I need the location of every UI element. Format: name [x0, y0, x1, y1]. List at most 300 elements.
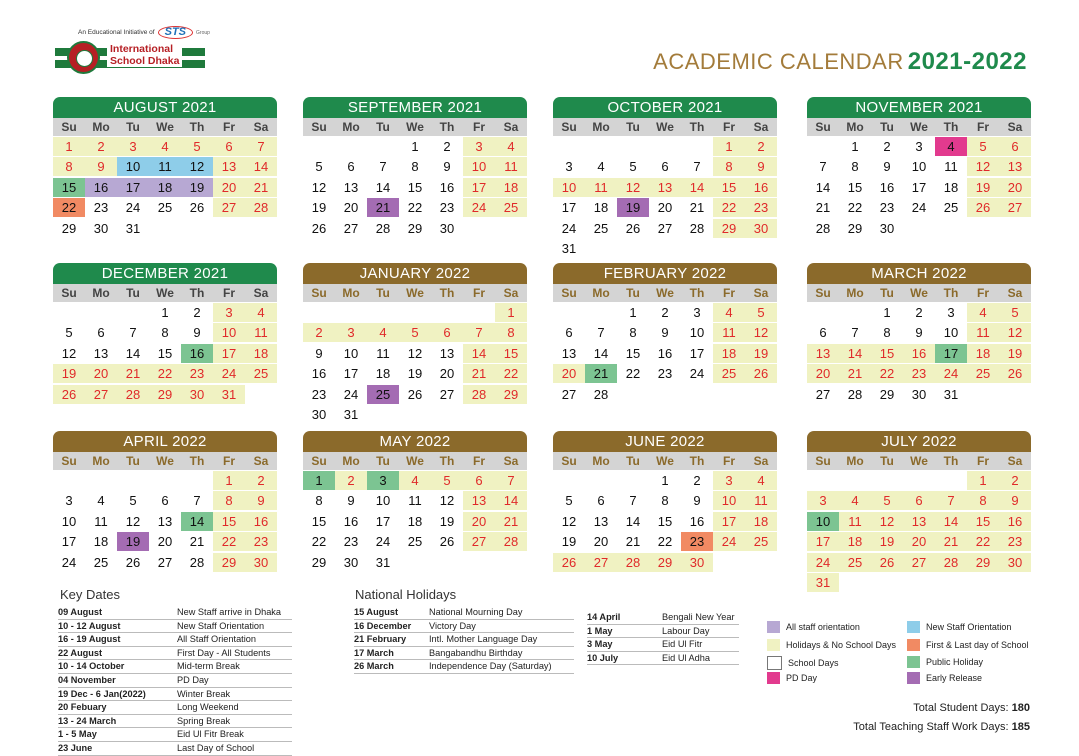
day-cell: 23 [657, 366, 673, 381]
day-cell: 27 [657, 220, 673, 236]
day-cell: 1 [495, 303, 527, 322]
day-cell: 5 [399, 323, 431, 342]
day-grid [807, 470, 1031, 593]
weekday-label: Sa [753, 286, 769, 300]
day-cell: 24 [61, 554, 77, 570]
legend-item [767, 656, 839, 670]
day-cell: 16 [903, 344, 935, 363]
day-cell: 23 [245, 532, 277, 551]
day-cell: 19 [53, 364, 85, 383]
day-cell: 8 [713, 157, 745, 176]
day-cell: 14 [625, 513, 641, 529]
day-cell: 4 [367, 323, 399, 342]
date-description: PD Day [177, 674, 209, 685]
day-cell: 21 [367, 198, 399, 217]
weekday-header [553, 284, 777, 302]
day-cell: 15 [967, 512, 999, 531]
day-cell: 24 [561, 220, 577, 236]
day-cell: 22 [871, 364, 903, 383]
weekday-header [53, 284, 277, 302]
day-cell: 17 [213, 344, 245, 363]
weekday-label: Sa [1007, 454, 1023, 468]
date-label: 04 November [58, 674, 116, 685]
legend-swatch [907, 672, 920, 684]
day-cell: 18 [93, 534, 109, 549]
day-cell: 7 [379, 159, 387, 174]
weekday-label: We [406, 286, 424, 300]
day-cell: 2 [303, 323, 335, 342]
day-cell: 29 [149, 385, 181, 404]
date-label: 14 April [587, 612, 621, 622]
day-cell: 14 [681, 178, 713, 197]
month-title: MARCH 2022 [807, 263, 1031, 284]
weekday-label: Tu [880, 454, 894, 468]
day-cell: 13 [93, 345, 109, 361]
day-cell: 13 [807, 344, 839, 363]
day-cell: 5 [745, 303, 777, 322]
weekday-label: Su [61, 286, 77, 300]
weekday-label: Fr [723, 454, 735, 468]
day-cell: 30 [93, 220, 109, 236]
day-cell: 4 [713, 303, 745, 322]
day-cell: 11 [967, 323, 999, 342]
staff-days-value: 185 [1011, 721, 1030, 733]
day-grid [53, 470, 277, 573]
weekday-label: Sa [253, 286, 269, 300]
weekday-label: We [910, 454, 928, 468]
weekday-label: Fr [723, 286, 735, 300]
day-cell: 9 [245, 491, 277, 510]
day-cell: 17 [689, 345, 705, 361]
date-row [587, 625, 739, 639]
weekday-label: Fr [473, 120, 485, 134]
date-row [354, 647, 574, 661]
day-grid [53, 136, 277, 239]
day-cell: 6 [431, 323, 463, 342]
day-cell: 8 [967, 491, 999, 510]
weekday-label: Fr [223, 120, 235, 134]
day-cell: 9 [193, 325, 201, 340]
day-cell: 10 [343, 345, 359, 361]
day-cell: 30 [343, 554, 359, 570]
day-cell: 25 [245, 364, 277, 383]
day-grid [53, 302, 277, 405]
weekday-label: Tu [376, 120, 390, 134]
day-cell: 16 [311, 366, 327, 381]
day-cell: 3 [693, 304, 701, 320]
day-cell: 12 [407, 345, 423, 361]
weekday-label: Mo [92, 286, 110, 300]
school-name-line1: International [110, 43, 174, 55]
weekday-label: Fr [473, 454, 485, 468]
day-cell: 25 [93, 554, 109, 570]
day-cell: 12 [871, 512, 903, 531]
day-cell: 16 [657, 345, 673, 361]
day-cell: 28 [463, 385, 495, 404]
day-cell: 24 [375, 534, 391, 549]
day-cell: 9 [85, 157, 117, 176]
weekday-label: Su [311, 286, 327, 300]
day-cell: 28 [617, 553, 649, 572]
day-grid [807, 136, 1031, 239]
day-cell: 8 [851, 159, 859, 174]
weekday-label: Sa [503, 454, 519, 468]
day-cell: 21 [935, 532, 967, 551]
day-cell: 2 [193, 304, 201, 320]
day-cell: 8 [495, 323, 527, 342]
day-cell: 11 [245, 323, 277, 342]
weekday-label: We [910, 120, 928, 134]
day-cell: 29 [879, 386, 895, 402]
day-cell: 27 [999, 198, 1031, 217]
day-cell: 28 [189, 554, 205, 570]
day-cell: 3 [117, 137, 149, 156]
legend-label: Holidays & No School Days [786, 640, 897, 650]
date-label: 10 - 14 October [58, 661, 125, 672]
day-cell: 22 [311, 534, 327, 549]
day-cell: 22 [495, 364, 527, 383]
day-cell: 9 [915, 325, 923, 340]
day-cell: 15 [157, 345, 173, 361]
day-cell: 12 [61, 345, 77, 361]
day-cell: 12 [311, 179, 327, 195]
weekday-label: Mo [846, 454, 864, 468]
legend-label: First & Last day of School [926, 640, 1029, 650]
weekday-label: Su [61, 120, 77, 134]
weekday-label: Sa [753, 454, 769, 468]
day-cell: 16 [181, 344, 213, 363]
day-cell: 26 [625, 220, 641, 236]
day-cell: 1 [161, 304, 169, 320]
page-title [653, 48, 1027, 76]
month-title: DECEMBER 2021 [53, 263, 277, 284]
weekday-header [553, 118, 777, 136]
month-title: AUGUST 2021 [53, 97, 277, 118]
day-cell: 24 [713, 532, 745, 551]
day-cell: 29 [311, 554, 327, 570]
weekday-label: Th [689, 120, 705, 134]
day-cell: 19 [745, 344, 777, 363]
national-holidays-list-1 [354, 606, 574, 674]
weekday-header [807, 284, 1031, 302]
weekday-label: We [406, 454, 424, 468]
weekday-header [303, 118, 527, 136]
day-cell: 20 [999, 178, 1031, 197]
day-cell: 24 [213, 364, 245, 383]
weekday-label: Th [439, 286, 455, 300]
day-cell: 6 [999, 137, 1031, 156]
day-cell: 19 [561, 534, 577, 549]
weekday-label: Su [815, 120, 831, 134]
weekday-label: Tu [626, 120, 640, 134]
weekday-header [53, 452, 277, 470]
date-row [354, 633, 574, 647]
date-row [354, 606, 574, 620]
day-cell: 21 [689, 200, 705, 215]
day-cell: 11 [149, 157, 181, 176]
day-cell: 13 [903, 512, 935, 531]
day-cell: 31 [807, 573, 839, 592]
day-cell: 22 [657, 534, 673, 549]
day-cell: 27 [561, 386, 577, 402]
weekday-label: Su [61, 454, 77, 468]
date-label: 13 - 24 March [58, 715, 117, 726]
day-cell: 28 [847, 386, 863, 402]
day-cell: 15 [847, 179, 863, 195]
day-cell: 13 [213, 157, 245, 176]
date-row [354, 620, 574, 634]
day-cell: 7 [129, 325, 137, 340]
day-cell: 2 [693, 472, 701, 488]
day-cell: 13 [463, 491, 495, 510]
day-cell: 9 [693, 493, 701, 508]
weekday-label: Su [561, 454, 577, 468]
month-block [807, 431, 1031, 593]
weekday-label: Sa [503, 120, 519, 134]
day-cell: 23 [93, 200, 109, 215]
date-description: Eid Ul Fitr Break [177, 729, 244, 740]
day-cell: 1 [883, 304, 891, 320]
day-cell: 30 [999, 553, 1031, 572]
weekday-label: Mo [342, 286, 360, 300]
day-cell: 27 [585, 553, 617, 572]
day-cell: 14 [463, 344, 495, 363]
month-title: JUNE 2022 [553, 431, 777, 452]
day-cell: 25 [367, 385, 399, 404]
weekday-label: Sa [253, 120, 269, 134]
day-cell: 6 [597, 493, 605, 508]
month-title: JULY 2022 [807, 431, 1031, 452]
day-cell: 30 [245, 553, 277, 572]
day-cell: 4 [839, 491, 871, 510]
day-cell: 31 [375, 554, 391, 570]
day-cell: 19 [117, 532, 149, 551]
day-cell: 17 [343, 366, 359, 381]
day-cell: 5 [65, 325, 73, 340]
weekday-label: Sa [753, 120, 769, 134]
day-cell: 25 [745, 532, 777, 551]
day-cell: 11 [495, 157, 527, 176]
day-cell: 18 [745, 512, 777, 531]
day-cell: 7 [463, 323, 495, 342]
date-row [58, 620, 292, 634]
day-cell: 26 [967, 198, 999, 217]
key-dates-title: Key Dates [60, 587, 120, 602]
day-cell: 2 [999, 471, 1031, 490]
weekday-label: Fr [977, 454, 989, 468]
weekday-label: Su [815, 286, 831, 300]
day-cell: 1 [213, 471, 245, 490]
day-cell: 11 [713, 323, 745, 342]
day-grid [553, 302, 777, 405]
month-block [807, 263, 1031, 405]
day-cell: 31 [343, 407, 359, 422]
day-cell: 3 [335, 323, 367, 342]
date-description: Victory Day [429, 620, 476, 631]
date-row [58, 728, 292, 742]
day-cell: 11 [944, 159, 958, 174]
day-cell: 21 [495, 512, 527, 531]
day-cell: 22 [149, 364, 181, 383]
month-block [53, 97, 277, 239]
weekday-label: Th [439, 120, 455, 134]
day-cell: 12 [999, 323, 1031, 342]
month-block [53, 263, 277, 405]
day-cell: 23 [439, 200, 455, 215]
day-cell: 14 [125, 345, 141, 361]
day-cell: 15 [53, 178, 85, 197]
day-cell: 3 [947, 304, 955, 320]
weekday-header [303, 452, 527, 470]
day-cell: 31 [213, 385, 245, 404]
date-description: New Staff Orientation [177, 620, 265, 631]
weekday-label: We [656, 454, 674, 468]
day-cell: 17 [61, 534, 77, 549]
initiative-text: An Educational Initiative of [78, 29, 155, 36]
day-cell: 4 [935, 137, 967, 156]
weekday-label: Th [439, 454, 455, 468]
day-cell: 27 [343, 220, 359, 236]
day-cell: 26 [407, 386, 423, 402]
day-cell: 20 [213, 178, 245, 197]
day-cell: 25 [943, 200, 959, 215]
weekday-label: Mo [92, 454, 110, 468]
student-days-label: Total Student Days: [913, 702, 1009, 714]
weekday-label: Th [689, 286, 705, 300]
day-cell: 19 [871, 532, 903, 551]
day-cell: 17 [117, 178, 149, 197]
day-cell: 30 [181, 385, 213, 404]
day-cell: 8 [315, 493, 323, 508]
day-cell: 5 [967, 137, 999, 156]
weekday-label: Su [561, 286, 577, 300]
weekday-label: Tu [376, 286, 390, 300]
weekday-label: Tu [880, 286, 894, 300]
weekday-label: Th [943, 286, 959, 300]
day-cell: 17 [807, 532, 839, 551]
day-cell: 21 [839, 364, 871, 383]
day-cell: 6 [161, 493, 169, 508]
day-cell: 8 [213, 491, 245, 510]
day-cell: 15 [657, 513, 673, 529]
sts-group-text: Group [196, 29, 210, 36]
day-cell: 25 [593, 220, 609, 236]
day-cell: 8 [629, 325, 637, 340]
day-cell: 8 [411, 159, 419, 174]
day-cell: 24 [911, 200, 927, 215]
weekday-label: Th [189, 454, 205, 468]
day-cell: 18 [967, 344, 999, 363]
date-label: 20 Febuary [58, 702, 107, 713]
day-cell: 8 [883, 325, 891, 340]
day-cell: 25 [713, 364, 745, 383]
day-cell: 7 [245, 137, 277, 156]
weekday-label: We [656, 120, 674, 134]
date-description: National Mourning Day [429, 607, 523, 617]
day-cell: 4 [149, 137, 181, 156]
month-block [303, 431, 527, 573]
month-block [553, 263, 777, 405]
weekday-label: Su [815, 454, 831, 468]
day-cell: 26 [311, 220, 327, 236]
day-grid [303, 302, 527, 425]
legend-label: Public Holiday [926, 657, 984, 667]
weekday-label: Th [189, 286, 205, 300]
weekday-label: Sa [1007, 286, 1023, 300]
weekday-label: Sa [1007, 120, 1023, 134]
legend-item [767, 621, 860, 633]
legend-swatch [767, 621, 780, 633]
day-cell: 6 [565, 325, 573, 340]
day-cell: 12 [181, 157, 213, 176]
day-cell: 21 [815, 200, 831, 215]
day-cell: 10 [807, 512, 839, 531]
day-cell: 28 [495, 532, 527, 551]
total-staff-days [853, 721, 1030, 733]
month-title: SEPTEMBER 2021 [303, 97, 527, 118]
date-row [58, 660, 292, 674]
legend-label: School Days [788, 658, 839, 668]
day-cell: 24 [935, 364, 967, 383]
day-cell: 18 [245, 344, 277, 363]
date-row [587, 611, 739, 625]
day-cell: 28 [935, 553, 967, 572]
day-cell: 21 [189, 534, 205, 549]
weekday-label: Tu [626, 286, 640, 300]
day-cell: 21 [117, 364, 149, 383]
day-cell: 10 [911, 159, 927, 174]
day-cell: 14 [935, 512, 967, 531]
date-row [587, 638, 739, 652]
day-cell: 24 [689, 366, 705, 381]
date-label: 16 December [354, 620, 412, 631]
day-cell: 27 [903, 553, 935, 572]
day-cell: 17 [375, 513, 391, 529]
day-cell: 8 [661, 493, 669, 508]
date-description: Labour Day [662, 625, 710, 636]
legend-label: Early Release [926, 673, 983, 683]
weekday-label: Fr [223, 454, 235, 468]
day-cell: 2 [883, 138, 891, 154]
month-block [553, 97, 777, 259]
day-cell: 30 [311, 407, 327, 422]
month-title: APRIL 2022 [53, 431, 277, 452]
month-title: MAY 2022 [303, 431, 527, 452]
day-cell: 19 [967, 178, 999, 197]
day-cell: 10 [463, 157, 495, 176]
day-cell: 28 [689, 220, 705, 236]
day-cell: 23 [343, 534, 359, 549]
day-cell: 23 [879, 200, 895, 215]
date-label: 10 July [587, 652, 619, 663]
day-cell: 7 [819, 159, 827, 174]
day-cell: 5 [129, 493, 137, 508]
date-description: Last Day of School [177, 742, 255, 753]
day-cell: 10 [943, 325, 959, 340]
date-label: 17 March [354, 647, 394, 658]
day-cell: 13 [593, 513, 609, 529]
legend-item [907, 656, 983, 668]
weekday-header [303, 284, 527, 302]
weekday-header [807, 118, 1031, 136]
day-cell: 5 [629, 159, 637, 174]
month-block [807, 97, 1031, 239]
day-cell: 21 [463, 364, 495, 383]
day-cell: 19 [181, 178, 213, 197]
day-cell: 3 [463, 137, 495, 156]
date-description: Spring Break [177, 715, 231, 726]
day-cell: 4 [97, 493, 105, 508]
